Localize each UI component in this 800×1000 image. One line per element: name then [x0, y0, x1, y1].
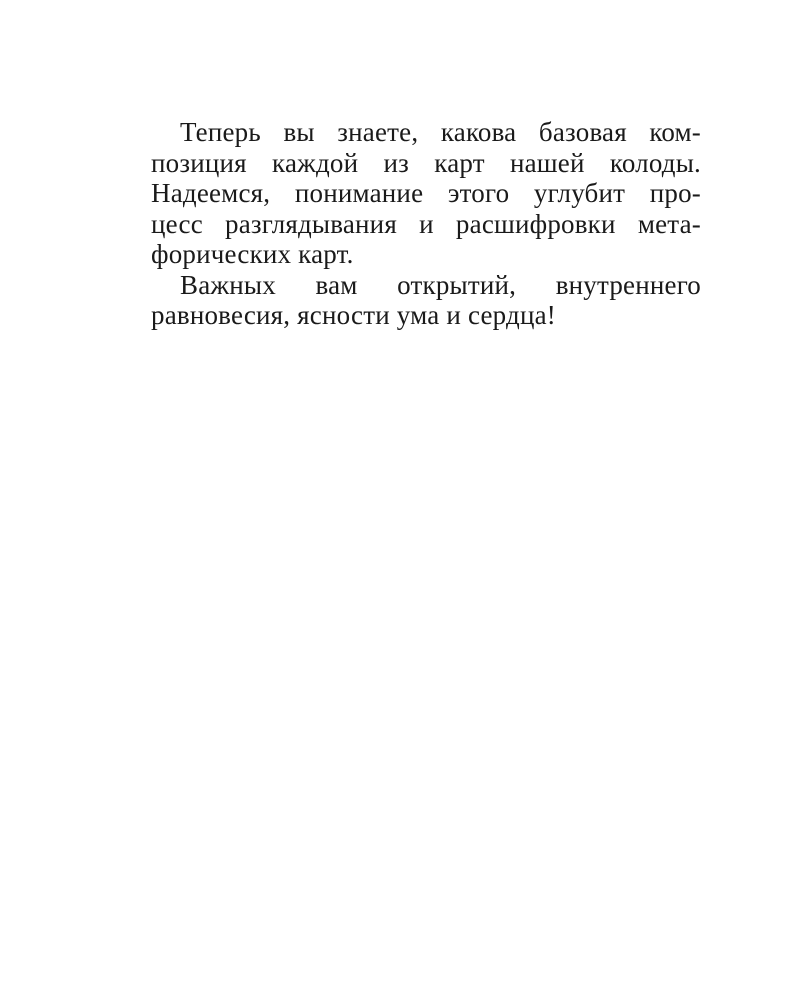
- text-line: Надеемся, понимание этого углубит про-: [151, 178, 701, 208]
- text-line: позиция каждой из карт нашей колоды.: [151, 147, 701, 178]
- text-line: форических карт.: [151, 239, 354, 269]
- text-line: цесс разглядывания и расшифровки мета-: [151, 208, 701, 239]
- paragraph-wishes: [151, 270, 701, 331]
- text-line: Важных вам открытий, внутреннего: [180, 269, 701, 300]
- text-line: Теперь вы знаете, какова базовая ком-: [180, 117, 701, 147]
- body-text: [151, 117, 701, 331]
- paragraph-closing-note: [151, 117, 701, 270]
- text-line: равновесия, ясности ума и сердца!: [151, 300, 556, 330]
